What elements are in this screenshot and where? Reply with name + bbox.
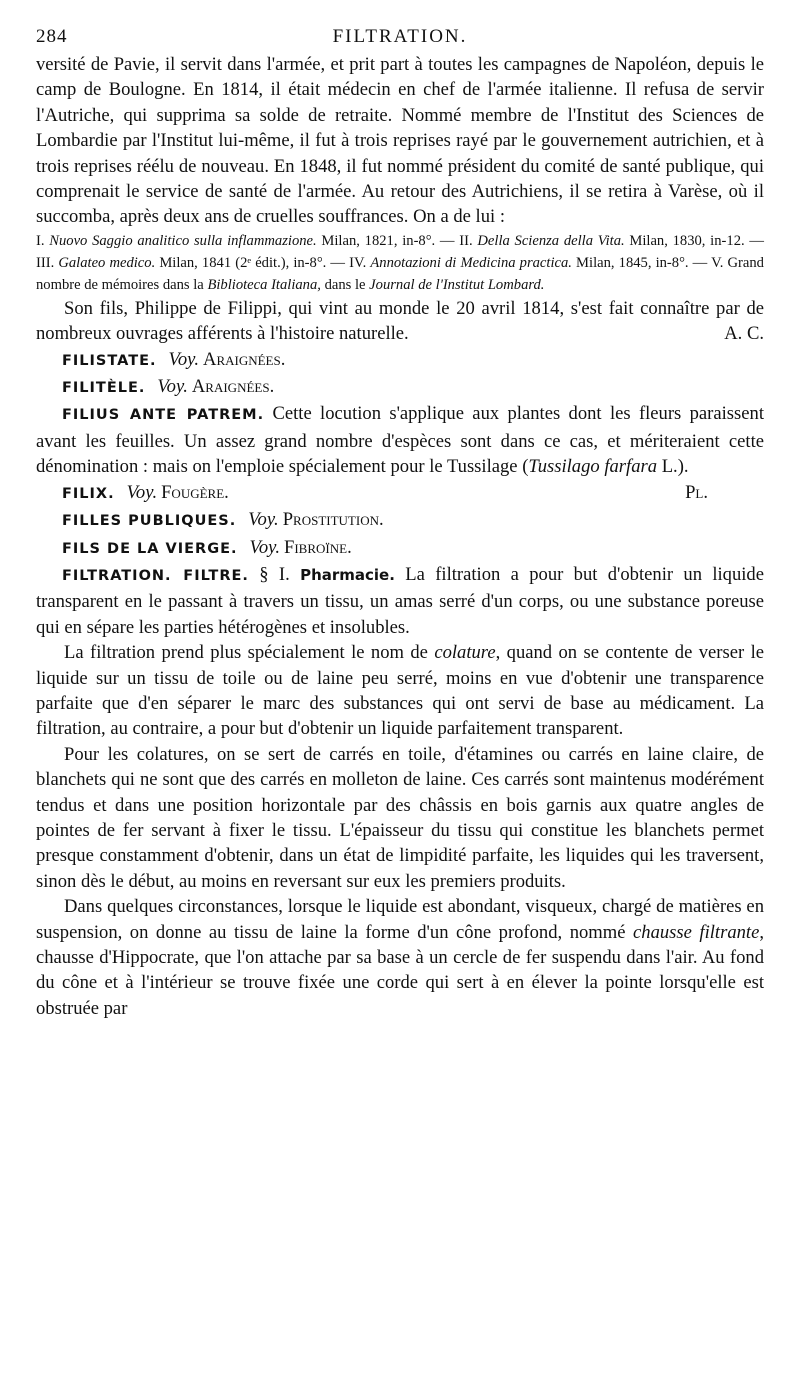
page: [36, 26, 764, 1021]
entry-filitele: FILITÈLE. Voy. Araignées.: [62, 376, 275, 398]
filtration-paragraph: Pour les colatures, on se sert de carrés en toile, d'étamines ou carrés en laine claire, de blanchets qui ne sont que des carrés en molleton de laine. Ces carrés sont maintenus modérément tendus et dans une position horizontale par des châssis en bois garnis aux quatre angles de pointes de fer servant à fixer le tissu. L'épaisseur du tissu qui constitue les blanchets permet presque constamment d'obtenir, dans un état de limpidité parfaite, les liquides qui les traversent, sinon dès le début, au moins en reversant sur eux les premiers produits.: [36, 743, 764, 892]
bibliography: [36, 230, 764, 296]
entry-filles-publiques: FILLES PUBLIQUES. Voy. Prostitution.: [62, 509, 384, 531]
page-header: [36, 26, 764, 52]
entry-fils-de-la-vierge: FILS DE LA VIERGE. Voy. Fibroïne.: [62, 536, 352, 558]
headword: FILIUS ANTE PATREM.: [62, 407, 265, 424]
headword: FILLES PUBLIQUES.: [62, 513, 237, 530]
section-title: Pharmacie.: [300, 565, 395, 584]
cross-reference-link[interactable]: Araignées.: [203, 348, 286, 370]
cross-reference-link[interactable]: Prostitution.: [282, 509, 384, 531]
running-title: FILTRATION.: [332, 26, 468, 47]
page-number: 284: [36, 26, 68, 47]
biblio-item: V. Grand nombre de mémoires dans la Biblioteca Italiana, dans le Journal de l'Institut Lombard.: [36, 254, 764, 293]
headword: FILISTATE.: [62, 352, 157, 369]
author-signature: A. C.: [724, 323, 764, 345]
page-body: [36, 52, 764, 1021]
headword: FILS DE LA VIERGE.: [62, 540, 238, 557]
headword: FILIX.: [62, 485, 115, 502]
entry-filius-ante-patrem: FILIUS ANTE PATREM. Cette locution s'applique aux plantes dont les fleurs paraissent avant les feuilles. Un assez grand nombre d'espèces sont dans ce cas, et mériteraient cette dénomination : mais on l'emploie spécialement pour le Tussilage (Tussilago farfara L.). Pl.: [36, 401, 764, 479]
filtration-paragraph: La filtration prend plus spécialement le nom de colature, quand on se contente de verser le liquide sur un tissu de toile ou de laine peu serré, moins en vue d'obtenir une transparence parfaite que d'en séparer le marc des substances qui ont servi de base au médicament. La filtration, au contraire, a pour but d'obtenir un liquide parfaitement transparent.: [36, 642, 764, 740]
section-mark: § I.: [259, 563, 290, 585]
son-paragraph: Son fils, Philippe de Filippi, qui vint au monde le 20 avril 1814, s'est fait connaître par de nombreux ouvrages afférents à l'histoire naturelle. A. C.: [36, 296, 764, 347]
entry-filtration: FILTRATION. FILTRE. § I. Pharmacie. La filtration a pour but d'obtenir un liquide transparent en le passant à travers un tissu, un amas serré d'un corps, ou une substance poreuse qui en sépare les parties hétérogènes et insolubles.: [36, 563, 764, 638]
biblio-item: III. Galateo medico. Milan, 1841 (2ᵉ édit.), in-8°. —: [36, 254, 350, 271]
bio-paragraph: versité de Pavie, il servit dans l'armée, et prit part à toutes les campagnes de Napoléon, depuis le camp de Boulogne. En 1814, il était médecin en chef de l'armée italienne. Il refusa de servir l'Autriche, qui supprima sa solde de retraite. Nommé membre de l'Institut des Sciences de Lombardie par l'Institut lui-même, il fut à trois reprises rayé par le gouvernement autrichien, et à trois reprises réélu de nouveau. En 1848, il fut nommé président du comité de santé publique, qui comprenait le service de santé de l'armée. Au retour des Autrichiens, il se retira à Varèse, où il succomba, après deux ans de cruelles souffrances. On a de lui :: [36, 54, 764, 228]
headword: FILTRATION. FILTRE.: [62, 567, 249, 584]
biblio-item: II. Della Scienza della Vita. Milan, 1830, in-12. —: [459, 232, 764, 249]
author-signature: Pl.: [685, 481, 708, 503]
biblio-item: I. Nuovo Saggio analitico sulla inflammazione. Milan, 1821, in-8°. —: [36, 232, 460, 249]
cross-reference-link[interactable]: Fougère.: [161, 481, 229, 503]
cross-reference-link[interactable]: Araignées.: [191, 376, 275, 398]
entry-filistate: FILISTATE. Voy. Araignées.: [62, 348, 286, 370]
biblio-item: IV. Annotazioni di Medicina practica. Milan, 1845, in-8°. —: [349, 254, 712, 271]
filtration-paragraph: Dans quelques circonstances, lorsque le liquide est abondant, visqueux, chargé de matières en suspension, on donne au tissu de laine la forme d'un cône profond, nommé chausse filtrante, chausse d'Hippocrate, que l'on attache par sa base à un cercle de fer suspendu dans l'air. Au fond du cône et à l'intérieur se trouve fixée une corde qui sert à en élever la pointe lorsqu'elle est obstruée par: [36, 896, 764, 1019]
cross-reference-link[interactable]: Fibroïne.: [284, 536, 352, 558]
headword: FILITÈLE.: [62, 380, 146, 397]
entry-filix: FILIX. Voy. Fougère.: [62, 481, 229, 503]
